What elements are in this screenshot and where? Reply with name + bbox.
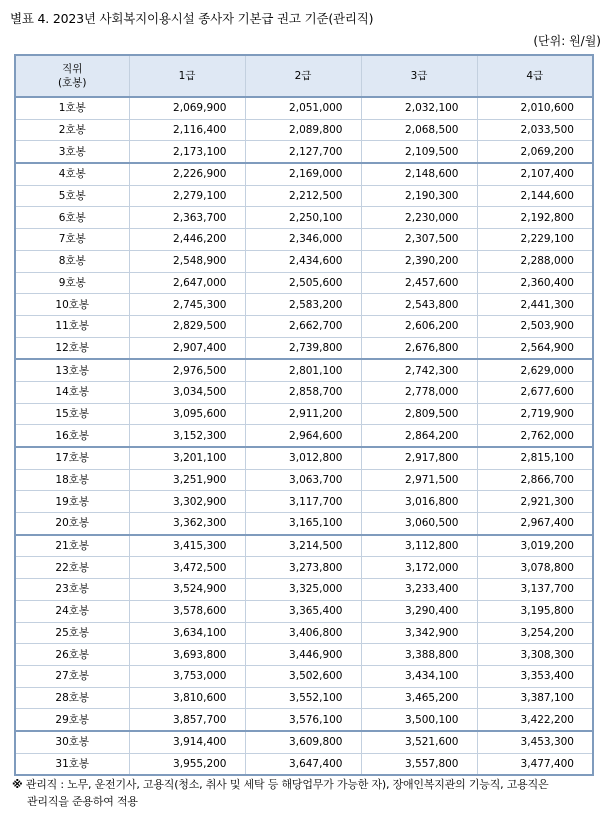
salary-cell-grade-1: 3,201,100	[129, 447, 245, 469]
salary-cell-grade-1: 3,634,100	[129, 622, 245, 644]
footnote-text-2: 관리직을 준용하여 적용	[27, 795, 138, 808]
salary-cell-grade-2: 2,505,600	[245, 272, 361, 294]
header-grade-1: 1급	[129, 55, 245, 97]
salary-cell-grade-1: 2,745,300	[129, 294, 245, 316]
salary-cell-grade-3: 2,148,600	[361, 163, 477, 185]
salary-cell-grade-2: 2,250,100	[245, 207, 361, 229]
salary-cell-grade-1: 3,251,900	[129, 469, 245, 491]
header-grade-2: 2급	[245, 55, 361, 97]
step-cell: 29호봉	[15, 709, 129, 731]
salary-cell-grade-2: 3,063,700	[245, 469, 361, 491]
salary-cell-grade-4: 3,453,300	[477, 731, 593, 753]
salary-cell-grade-3: 3,290,400	[361, 600, 477, 622]
salary-cell-grade-2: 2,346,000	[245, 229, 361, 251]
step-cell: 12호봉	[15, 337, 129, 359]
salary-cell-grade-2: 3,446,900	[245, 644, 361, 666]
salary-cell-grade-3: 3,172,000	[361, 557, 477, 579]
table-row	[15, 163, 593, 185]
salary-cell-grade-1: 3,753,000	[129, 665, 245, 687]
salary-cell-grade-4: 3,353,400	[477, 665, 593, 687]
table-row	[15, 731, 593, 753]
salary-cell-grade-1: 2,548,900	[129, 250, 245, 272]
table-row	[15, 753, 593, 775]
salary-cell-grade-4: 2,033,500	[477, 119, 593, 141]
step-cell: 8호봉	[15, 250, 129, 272]
salary-cell-grade-4: 2,815,100	[477, 447, 593, 469]
salary-cell-grade-4: 3,019,200	[477, 535, 593, 557]
salary-cell-grade-2: 3,012,800	[245, 447, 361, 469]
table-row	[15, 229, 593, 251]
salary-cell-grade-3: 3,500,100	[361, 709, 477, 731]
table-row	[15, 337, 593, 359]
salary-cell-grade-1: 3,095,600	[129, 403, 245, 425]
salary-cell-grade-3: 3,342,900	[361, 622, 477, 644]
step-cell: 18호봉	[15, 469, 129, 491]
salary-cell-grade-3: 2,778,000	[361, 381, 477, 403]
step-cell: 23호봉	[15, 579, 129, 601]
salary-cell-grade-2: 2,858,700	[245, 381, 361, 403]
step-cell: 9호봉	[15, 272, 129, 294]
salary-cell-grade-2: 3,576,100	[245, 709, 361, 731]
salary-cell-grade-2: 3,502,600	[245, 665, 361, 687]
salary-cell-grade-4: 3,195,800	[477, 600, 593, 622]
salary-cell-grade-4: 3,078,800	[477, 557, 593, 579]
salary-cell-grade-3: 2,190,300	[361, 185, 477, 207]
salary-cell-grade-3: 3,557,800	[361, 753, 477, 775]
salary-cell-grade-1: 3,857,700	[129, 709, 245, 731]
step-cell: 2호봉	[15, 119, 129, 141]
salary-cell-grade-4: 3,477,400	[477, 753, 593, 775]
salary-cell-grade-1: 2,069,900	[129, 97, 245, 119]
salary-cell-grade-4: 2,629,000	[477, 359, 593, 381]
table-row	[15, 207, 593, 229]
salary-cell-grade-1: 3,524,900	[129, 579, 245, 601]
salary-cell-grade-2: 3,214,500	[245, 535, 361, 557]
salary-cell-grade-3: 2,742,300	[361, 359, 477, 381]
step-cell: 16호봉	[15, 425, 129, 447]
salary-cell-grade-4: 2,967,400	[477, 513, 593, 535]
salary-cell-grade-4: 2,010,600	[477, 97, 593, 119]
salary-cell-grade-3: 2,230,000	[361, 207, 477, 229]
salary-cell-grade-3: 3,060,500	[361, 513, 477, 535]
step-cell: 30호봉	[15, 731, 129, 753]
salary-cell-grade-2: 3,325,000	[245, 579, 361, 601]
salary-cell-grade-3: 2,809,500	[361, 403, 477, 425]
table-row	[15, 687, 593, 709]
salary-cell-grade-2: 3,552,100	[245, 687, 361, 709]
salary-cell-grade-2: 2,739,800	[245, 337, 361, 359]
step-cell: 31호봉	[15, 753, 129, 775]
salary-cell-grade-1: 3,415,300	[129, 535, 245, 557]
salary-cell-grade-3: 2,307,500	[361, 229, 477, 251]
salary-cell-grade-4: 2,229,100	[477, 229, 593, 251]
salary-cell-grade-2: 3,165,100	[245, 513, 361, 535]
salary-cell-grade-1: 3,578,600	[129, 600, 245, 622]
table-row	[15, 250, 593, 272]
salary-cell-grade-2: 3,406,800	[245, 622, 361, 644]
salary-cell-grade-1: 3,914,400	[129, 731, 245, 753]
footnote	[12, 776, 604, 810]
step-cell: 11호봉	[15, 315, 129, 337]
salary-cell-grade-4: 3,137,700	[477, 579, 593, 601]
step-cell: 20호봉	[15, 513, 129, 535]
salary-cell-grade-2: 3,365,400	[245, 600, 361, 622]
table-row	[15, 272, 593, 294]
table-title: 별표 4. 2023년 사회복지이용시설 종사자 기본급 권고 기준(관리직)	[10, 11, 374, 26]
table-row	[15, 97, 593, 119]
salary-cell-grade-2: 2,662,700	[245, 315, 361, 337]
salary-cell-grade-2: 2,127,700	[245, 141, 361, 163]
salary-cell-grade-2: 3,117,700	[245, 491, 361, 513]
salary-cell-grade-1: 3,362,300	[129, 513, 245, 535]
salary-cell-grade-1: 3,693,800	[129, 644, 245, 666]
table-row	[15, 359, 593, 381]
table-header-row	[15, 55, 593, 97]
header-grade-3: 3급	[361, 55, 477, 97]
salary-cell-grade-4: 2,069,200	[477, 141, 593, 163]
salary-cell-grade-3: 3,521,600	[361, 731, 477, 753]
salary-cell-grade-4: 2,144,600	[477, 185, 593, 207]
salary-cell-grade-4: 3,254,200	[477, 622, 593, 644]
table-row	[15, 557, 593, 579]
step-cell: 25호봉	[15, 622, 129, 644]
table-row	[15, 535, 593, 557]
salary-cell-grade-4: 2,921,300	[477, 491, 593, 513]
step-cell: 26호봉	[15, 644, 129, 666]
table-row	[15, 381, 593, 403]
salary-cell-grade-3: 3,465,200	[361, 687, 477, 709]
salary-cell-grade-2: 2,212,500	[245, 185, 361, 207]
salary-cell-grade-4: 2,677,600	[477, 381, 593, 403]
reference-mark-icon: ※	[12, 778, 23, 791]
salary-cell-grade-1: 2,279,100	[129, 185, 245, 207]
salary-cell-grade-3: 2,676,800	[361, 337, 477, 359]
salary-cell-grade-1: 3,152,300	[129, 425, 245, 447]
table-row	[15, 403, 593, 425]
salary-cell-grade-1: 2,116,400	[129, 119, 245, 141]
salary-cell-grade-3: 2,543,800	[361, 294, 477, 316]
step-cell: 19호봉	[15, 491, 129, 513]
step-cell: 4호봉	[15, 163, 129, 185]
salary-cell-grade-4: 3,387,100	[477, 687, 593, 709]
step-cell: 21호봉	[15, 535, 129, 557]
salary-cell-grade-4: 2,564,900	[477, 337, 593, 359]
table-row	[15, 644, 593, 666]
step-cell: 5호봉	[15, 185, 129, 207]
salary-cell-grade-2: 2,583,200	[245, 294, 361, 316]
salary-cell-grade-2: 2,911,200	[245, 403, 361, 425]
salary-cell-grade-3: 2,109,500	[361, 141, 477, 163]
table-row	[15, 665, 593, 687]
footnote-line-1	[12, 776, 604, 793]
salary-cell-grade-3: 2,068,500	[361, 119, 477, 141]
salary-cell-grade-1: 2,907,400	[129, 337, 245, 359]
step-cell: 22호봉	[15, 557, 129, 579]
salary-cell-grade-1: 2,446,200	[129, 229, 245, 251]
step-cell: 13호봉	[15, 359, 129, 381]
salary-cell-grade-1: 3,302,900	[129, 491, 245, 513]
step-cell: 3호봉	[15, 141, 129, 163]
header-grade-4: 4급	[477, 55, 593, 97]
step-cell: 17호봉	[15, 447, 129, 469]
salary-cell-grade-1: 3,810,600	[129, 687, 245, 709]
salary-cell-grade-2: 2,801,100	[245, 359, 361, 381]
footnote-text-1: 관리직 : 노무, 운전기사, 고용직(청소, 취사 및 세탁 등 해당업무가 가능한 자), 장애인복지관의 기능직, 고용직은	[25, 778, 549, 791]
table-body	[15, 97, 593, 775]
table-row	[15, 141, 593, 163]
salary-cell-grade-3: 3,434,100	[361, 665, 477, 687]
table-row	[15, 622, 593, 644]
step-cell: 14호봉	[15, 381, 129, 403]
salary-cell-grade-1: 2,226,900	[129, 163, 245, 185]
step-cell: 27호봉	[15, 665, 129, 687]
table-row	[15, 600, 593, 622]
table-row	[15, 425, 593, 447]
table-row	[15, 185, 593, 207]
step-cell: 1호봉	[15, 97, 129, 119]
salary-cell-grade-1: 2,647,000	[129, 272, 245, 294]
step-cell: 6호봉	[15, 207, 129, 229]
salary-cell-grade-4: 2,107,400	[477, 163, 593, 185]
header-position-step	[15, 55, 129, 97]
salary-cell-grade-4: 2,288,000	[477, 250, 593, 272]
header-step-label: (호봉)	[58, 77, 87, 89]
salary-cell-grade-4: 2,360,400	[477, 272, 593, 294]
table-row	[15, 491, 593, 513]
salary-cell-grade-3: 3,112,800	[361, 535, 477, 557]
salary-cell-grade-3: 2,917,800	[361, 447, 477, 469]
salary-cell-grade-1: 2,173,100	[129, 141, 245, 163]
header-position-label: 직위	[62, 63, 83, 75]
salary-cell-grade-3: 2,032,100	[361, 97, 477, 119]
salary-cell-grade-1: 2,976,500	[129, 359, 245, 381]
table-row	[15, 447, 593, 469]
salary-cell-grade-1: 3,034,500	[129, 381, 245, 403]
salary-cell-grade-2: 2,434,600	[245, 250, 361, 272]
salary-cell-grade-1: 3,955,200	[129, 753, 245, 775]
salary-cell-grade-4: 3,308,300	[477, 644, 593, 666]
salary-cell-grade-3: 2,390,200	[361, 250, 477, 272]
table-row	[15, 709, 593, 731]
unit-label: (단위: 원/월)	[533, 34, 601, 48]
salary-cell-grade-2: 2,089,800	[245, 119, 361, 141]
step-cell: 15호봉	[15, 403, 129, 425]
salary-cell-grade-4: 2,192,800	[477, 207, 593, 229]
table-row	[15, 315, 593, 337]
table-row	[15, 119, 593, 141]
step-cell: 10호봉	[15, 294, 129, 316]
table-row	[15, 294, 593, 316]
step-cell: 28호봉	[15, 687, 129, 709]
salary-cell-grade-1: 2,363,700	[129, 207, 245, 229]
salary-cell-grade-3: 2,457,600	[361, 272, 477, 294]
table-row	[15, 513, 593, 535]
salary-cell-grade-1: 3,472,500	[129, 557, 245, 579]
salary-cell-grade-4: 2,866,700	[477, 469, 593, 491]
salary-cell-grade-4: 3,422,200	[477, 709, 593, 731]
step-cell: 24호봉	[15, 600, 129, 622]
salary-cell-grade-3: 3,016,800	[361, 491, 477, 513]
salary-cell-grade-2: 3,273,800	[245, 557, 361, 579]
salary-cell-grade-3: 3,233,400	[361, 579, 477, 601]
salary-cell-grade-4: 2,503,900	[477, 315, 593, 337]
salary-cell-grade-1: 2,829,500	[129, 315, 245, 337]
salary-cell-grade-2: 2,051,000	[245, 97, 361, 119]
salary-cell-grade-2: 2,964,600	[245, 425, 361, 447]
salary-table	[14, 54, 594, 776]
salary-cell-grade-3: 2,864,200	[361, 425, 477, 447]
salary-cell-grade-4: 2,441,300	[477, 294, 593, 316]
salary-cell-grade-2: 2,169,000	[245, 163, 361, 185]
step-cell: 7호봉	[15, 229, 129, 251]
salary-cell-grade-3: 3,388,800	[361, 644, 477, 666]
salary-cell-grade-2: 3,647,400	[245, 753, 361, 775]
salary-cell-grade-2: 3,609,800	[245, 731, 361, 753]
table-row	[15, 579, 593, 601]
salary-cell-grade-3: 2,971,500	[361, 469, 477, 491]
table-row	[15, 469, 593, 491]
salary-cell-grade-4: 2,719,900	[477, 403, 593, 425]
salary-cell-grade-3: 2,606,200	[361, 315, 477, 337]
salary-cell-grade-4: 2,762,000	[477, 425, 593, 447]
